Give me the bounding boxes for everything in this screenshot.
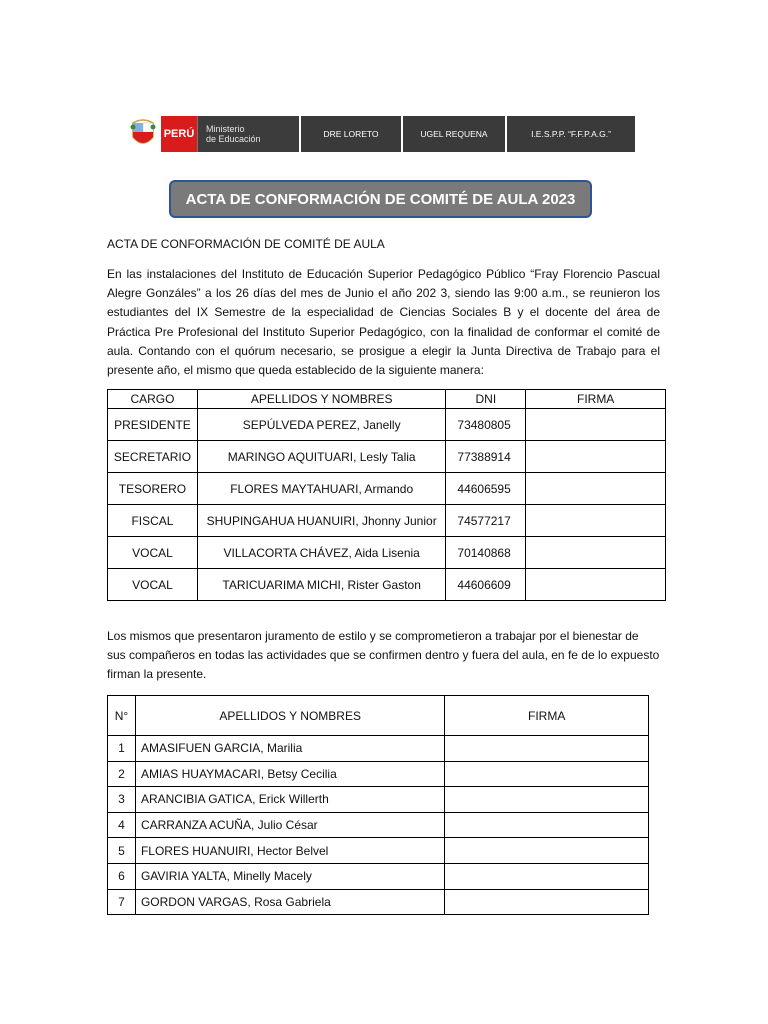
document-title: ACTA DE CONFORMACIÓN DE COMITÉ DE AULA 2023	[169, 180, 592, 218]
signature-cell	[445, 863, 649, 889]
dni-cell: 77388914	[446, 441, 526, 473]
col-number: N°	[108, 696, 136, 736]
dni-cell: 74577217	[446, 505, 526, 537]
signature-cell	[526, 569, 666, 601]
cargo-cell: SECRETARIO	[108, 441, 198, 473]
header-cell-iespp: I.E.S.P.P. “F.F.P.A.G.”	[507, 116, 635, 152]
ministry-label	[197, 116, 299, 152]
number-cell: 5	[108, 838, 136, 864]
col-apellidos: APELLIDOS Y NOMBRES	[135, 696, 444, 736]
ministry-line2: de Educación	[206, 134, 261, 144]
cargo-cell: VOCAL	[108, 537, 198, 569]
peru-label: PERÚ	[161, 116, 197, 152]
signature-cell	[445, 838, 649, 864]
table-row	[108, 863, 649, 889]
col-firma: FIRMA	[526, 390, 666, 409]
signature-cell	[526, 505, 666, 537]
name-cell: AMASIFUEN GARCIA, Marilia	[135, 736, 444, 762]
number-cell: 7	[108, 889, 136, 915]
table-row	[108, 838, 649, 864]
number-cell: 2	[108, 761, 136, 787]
signature-cell	[445, 761, 649, 787]
table-row	[108, 409, 666, 441]
col-dni: DNI	[446, 390, 526, 409]
name-cell: TARICUARIMA MICHI, Rister Gaston	[197, 569, 445, 601]
dni-cell: 44606595	[446, 473, 526, 505]
name-cell: VILLACORTA CHÁVEZ, Aida Lisenia	[197, 537, 445, 569]
committee-header-row	[108, 390, 666, 409]
cargo-cell: VOCAL	[108, 569, 198, 601]
table-row	[108, 473, 666, 505]
closing-paragraph: Los mismos que presentaron juramento de estilo y se comprometieron a trabajar por el bienestar de sus compañeros en todas las actividades que se confirmen dentro y fuera del aula, en fe de lo expuesto firman la presente.	[107, 629, 660, 682]
table-row	[108, 787, 649, 813]
students-header-row	[108, 696, 649, 736]
signature-cell	[526, 441, 666, 473]
name-cell: AMIAS HUAYMACARI, Betsy Cecilia	[135, 761, 444, 787]
number-cell: 6	[108, 863, 136, 889]
cargo-cell: PRESIDENTE	[108, 409, 198, 441]
signature-cell	[445, 812, 649, 838]
table-row	[108, 812, 649, 838]
table-row	[108, 441, 666, 473]
table-row	[108, 889, 649, 915]
table-row	[108, 761, 649, 787]
table-row	[108, 736, 649, 762]
table-row	[108, 537, 666, 569]
ministry-line1: Ministerio	[206, 124, 245, 134]
table-row	[108, 569, 666, 601]
coat-of-arms-icon	[128, 116, 158, 150]
name-cell: GORDON VARGAS, Rosa Gabriela	[135, 889, 444, 915]
name-cell: MARINGO AQUITUARI, Lesly Talia	[197, 441, 445, 473]
name-cell: SEPÚLVEDA PEREZ, Janelly	[197, 409, 445, 441]
signature-cell	[526, 537, 666, 569]
number-cell: 1	[108, 736, 136, 762]
dni-cell: 70140868	[446, 537, 526, 569]
number-cell: 4	[108, 812, 136, 838]
students-table	[107, 695, 649, 915]
institution-header	[128, 116, 635, 152]
col-apellidos: APELLIDOS Y NOMBRES	[197, 390, 445, 409]
cargo-cell: FISCAL	[108, 505, 198, 537]
cargo-cell: TESORERO	[108, 473, 198, 505]
header-cell-dre: DRE LORETO	[301, 116, 401, 152]
table-row	[108, 505, 666, 537]
name-cell: CARRANZA ACUÑA, Julio César	[135, 812, 444, 838]
dni-cell: 44606609	[446, 569, 526, 601]
committee-table	[107, 389, 666, 601]
col-cargo: CARGO	[108, 390, 198, 409]
name-cell: ARANCIBIA GATICA, Erick Willerth	[135, 787, 444, 813]
name-cell: GAVIRIA YALTA, Minelly Macely	[135, 863, 444, 889]
signature-cell	[445, 787, 649, 813]
name-cell: SHUPINGAHUA HUANUIRI, Jhonny Junior	[197, 505, 445, 537]
number-cell: 3	[108, 787, 136, 813]
signature-cell	[526, 409, 666, 441]
header-cell-ugel: UGEL REQUENA	[403, 116, 505, 152]
name-cell: FLORES HUANUIRI, Hector Belvel	[135, 838, 444, 864]
signature-cell	[445, 889, 649, 915]
col-firma: FIRMA	[445, 696, 649, 736]
signature-cell	[445, 736, 649, 762]
name-cell: FLORES MAYTAHUARI, Armando	[197, 473, 445, 505]
dni-cell: 73480805	[446, 409, 526, 441]
signature-cell	[526, 473, 666, 505]
document-subtitle: ACTA DE CONFORMACIÓN DE COMITÉ DE AULA	[107, 237, 385, 251]
intro-paragraph: En las instalaciones del Instituto de Educación Superior Pedagógico Público “Fray Florencio Pascual Alegre Gonzáles” a los 26 días del mes de Junio el año 202 3, siendo las 9:00 a.m., se reunieron los estudiantes del IX Semestre de la especialidad de Ciencias Sociales B y el docente del área de Práctica Pre Profesional del Instituto Superior Pedagógico, con la finalidad de conformar el comité de aula. Contando con el quórum necesario, se prosigue a elegir la Junta Directiva de Trabajo para el presente año, el mismo que queda establecido de la siguiente manera:	[107, 267, 660, 378]
